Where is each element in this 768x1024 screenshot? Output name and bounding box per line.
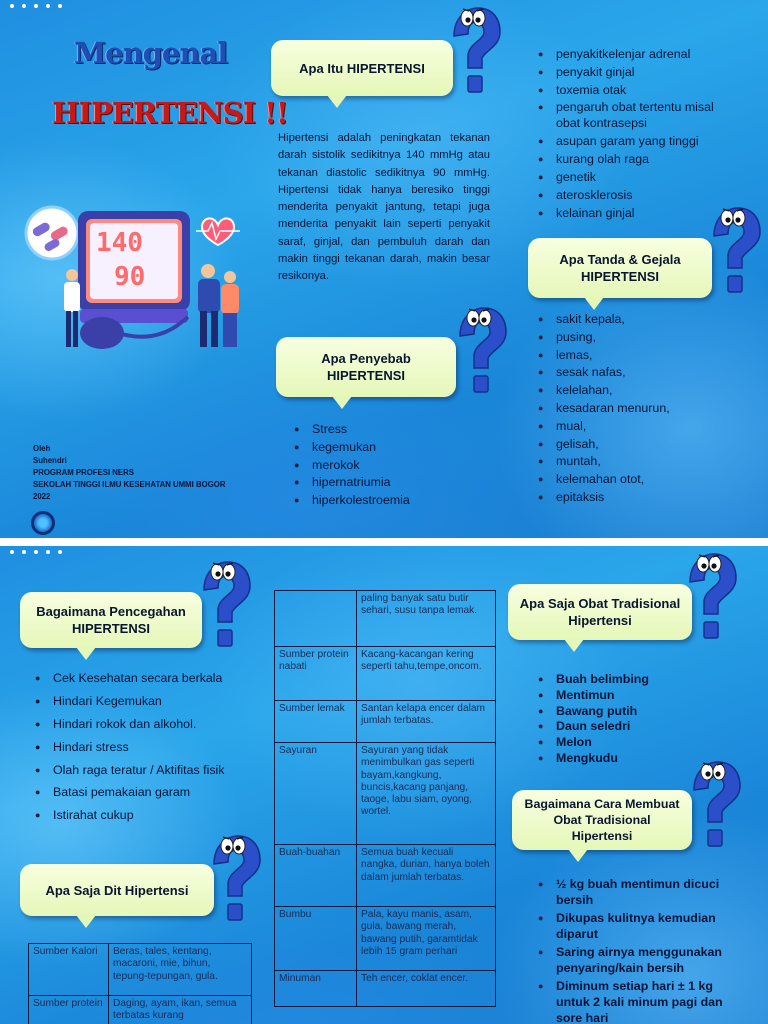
decorative-dots (10, 4, 62, 8)
question-mark-icon (706, 206, 762, 296)
list-item: ● gelisah, (538, 436, 738, 454)
symptoms-heading-line2: HIPERTENSI (580, 269, 659, 284)
table-cell-detail: Pala, kayu manis, asam, gula, bawang merah, bawang putih, garamtidak lebih 15 gram perhari (357, 907, 496, 971)
diet-table-left (28, 943, 252, 1024)
list-item: ● penyakitkelenjar adrenal (538, 46, 738, 64)
author-program: PROGRAM PROFESI NERS (33, 468, 134, 477)
list-item: ● sakit kepala, (538, 311, 738, 329)
remedies-heading (508, 584, 692, 640)
list-item: ● aterosklerosis (538, 187, 738, 205)
table-row (275, 647, 496, 701)
table-cell-category: Sumber lemak (275, 701, 357, 743)
list-item: ● Buah belimbing (538, 672, 738, 688)
table-cell-category: Sayuran (275, 743, 357, 845)
list-item: ● penyakit ginjal (538, 64, 738, 82)
table-cell-detail: Kacang-kacangan kering seperti tahu,tempe,oncom. (357, 647, 496, 701)
question-mark-icon (452, 306, 508, 396)
list-item: ● Batasi pemakaian garam (35, 781, 247, 804)
diet-heading-text: Apa Saja Dit Hipertensi (45, 882, 189, 898)
table-cell-category: Minuman (275, 971, 357, 1007)
list-item: ● pengaruh obat tertentu misal obat kontrasepsi (538, 99, 738, 131)
page-divider (0, 538, 768, 546)
table-cell-category: Sumber Kalori (29, 944, 109, 996)
decorative-ring (31, 511, 55, 535)
howto-heading-line1: Bagaimana Cara Membuat (524, 797, 680, 811)
table-cell-detail: Beras, tales, kentang, macaroni, mie, bihun, tepung-tepungan, gula. (109, 944, 252, 996)
symptoms-list (538, 311, 738, 507)
table-cell-category: Bumbu (275, 907, 357, 971)
author-by: Oleh (33, 444, 51, 453)
list-item: ● merokok (294, 457, 494, 475)
causes-list (294, 421, 494, 510)
table-cell-category: Sumber protein (29, 996, 109, 1024)
table-row (275, 701, 496, 743)
question-mark-icon (206, 834, 262, 924)
table-row (275, 907, 496, 971)
blood-pressure-illustration (18, 205, 262, 355)
title-line2: HIPERTENSI !! (52, 96, 288, 130)
list-item: ● epitaksis (538, 489, 738, 507)
remedies-heading-line2: Hipertensi (568, 613, 632, 628)
list-item: ● sesak nafas, (538, 364, 738, 382)
list-item: ● toxemia otak (538, 82, 738, 100)
list-item: ● Hindari Kegemukan (35, 690, 247, 713)
decorative-dots (10, 550, 62, 554)
table-cell-detail: Daging, ayam, ikan, semua terbatas kurang (109, 996, 252, 1024)
list-item: ● kelainan ginjal (538, 205, 738, 223)
list-item: ● Mentimun (538, 688, 738, 704)
author-name: Suhendri (33, 456, 67, 465)
title-line1: Mengenal (74, 36, 228, 70)
systolic-reading: 140 (96, 228, 143, 258)
prevention-heading-line1: Bagaimana Pencegahan (36, 604, 186, 619)
list-item: ● muntah, (538, 453, 738, 471)
list-item: ● Bawang putih (538, 704, 738, 720)
howto-heading-line2: Obat Tradisional (553, 813, 651, 827)
list-item: ● Dikupas kulitnya kemudian diparut (538, 910, 738, 942)
author-school: SEKOLAH TINGGI ILMU KESEHATAN UMMI BOGOR (33, 480, 226, 489)
list-item: ● kurang olah raga (538, 151, 738, 169)
list-item: ● kelemahan otot, (538, 471, 738, 489)
list-item: ● Cek Kesehatan secara berkala (35, 667, 247, 690)
list-item: ● ½ kg buah mentimun dicuci bersih (538, 876, 738, 908)
table-cell-category (275, 591, 357, 647)
list-item: ● kegemukan (294, 439, 494, 457)
list-item: ● Stress (294, 421, 494, 439)
table-row (275, 591, 496, 647)
table-cell-detail: Santan kelapa encer dalam jumlah terbatas. (357, 701, 496, 743)
list-item: ● hipernatriumia (294, 474, 494, 492)
prevention-heading (20, 592, 202, 648)
list-item: ● Hindari rokok dan alkohol. (35, 713, 247, 736)
list-item: ● kelelahan, (538, 382, 738, 400)
list-item: ● Melon (538, 735, 738, 751)
list-item: ● hiperkolestroemia (294, 492, 494, 510)
remedies-heading-line1: Apa Saja Obat Tradisional (519, 596, 681, 611)
symptoms-heading-line1: Apa Tanda & Gejala (559, 252, 681, 267)
list-item: ● Istirahat cukup (35, 804, 247, 827)
list-item: ● asupan garam yang tinggi (538, 133, 738, 151)
table-cell-category: Sumber protein nabati (275, 647, 357, 701)
bottom-panel (0, 546, 768, 1024)
question-mark-icon (446, 6, 502, 96)
prevention-heading-line2: HIPERTENSI (71, 621, 150, 636)
what-is-heading (271, 40, 453, 96)
table-cell-detail: Teh encer, coklat encer. (357, 971, 496, 1007)
diet-heading (20, 864, 214, 916)
list-item: ● Hindari stress (35, 736, 247, 759)
list-item: ● Saring airnya menggunakan penyaring/kain bersih (538, 944, 738, 976)
what-is-paragraph: Hipertensi adalah peningkatan tekanan darah sistolik sedikitnya 140 mmHg atau tekanan diastolic sedikitnya 90 mmHg. Hipertensi tidak hanya beresiko tinggi menderita penyakit jantung, tetapi juga menderita penyakit lain seperti penyakit saraf, ginjal, dan pembuluh darah dan makin tinggi tekanan darah, makin besar resikonya. (278, 132, 490, 283)
table-cell-detail: Semua buah kecuali nangka, durian, hanya boleh dalam jumlah terbatas. (357, 845, 496, 907)
question-mark-icon (682, 552, 738, 642)
prevention-list (35, 667, 247, 827)
causes-heading-line2: HIPERTENSI (326, 368, 405, 383)
list-item: ● pusing, (538, 329, 738, 347)
list-item: ● genetik (538, 169, 738, 187)
list-item: ● kesadaran menurun, (538, 400, 738, 418)
causes-more-list (538, 46, 738, 222)
howto-heading (512, 790, 692, 850)
howto-list (538, 876, 738, 1024)
author-credits (33, 443, 225, 503)
diet-table-right (274, 590, 496, 1007)
list-item: ● Diminum setiap hari ± 1 kg untuk 2 kali minum pagi dan sore hari (538, 978, 738, 1024)
causes-heading (276, 337, 456, 397)
what-is-heading-text: Apa Itu HIPERTENSI (299, 60, 425, 76)
question-mark-icon (686, 760, 742, 850)
causes-heading-line1: Apa Penyebab (321, 351, 411, 366)
question-mark-icon (196, 560, 252, 650)
list-item: ● lemas, (538, 347, 738, 365)
diastolic-reading: 90 (114, 262, 146, 292)
table-row (275, 845, 496, 907)
table-cell-category: Buah-buahan (275, 845, 357, 907)
author-year: 2022 (33, 492, 51, 501)
list-item: ● Mengkudu (538, 751, 738, 767)
table-cell-detail: paling banyak satu butir sehari, susu tanpa lemak. (357, 591, 496, 647)
table-row (275, 743, 496, 845)
table-cell-detail: Sayuran yang tidak menimbulkan gas seperti bayam,kangkung, buncis,kacang panjang, taoge, labu siam, oyong, wortel. (357, 743, 496, 845)
symptoms-heading (528, 238, 712, 298)
howto-heading-line3: Hipertensi (571, 829, 633, 843)
list-item: ● mual, (538, 418, 738, 436)
list-item: ● Daun seledri (538, 719, 738, 735)
table-row (275, 971, 496, 1007)
table-row (29, 944, 252, 996)
remedies-list (538, 672, 738, 767)
list-item: ● Olah raga teratur / Aktifitas fisik (35, 759, 247, 781)
table-row (29, 996, 252, 1024)
